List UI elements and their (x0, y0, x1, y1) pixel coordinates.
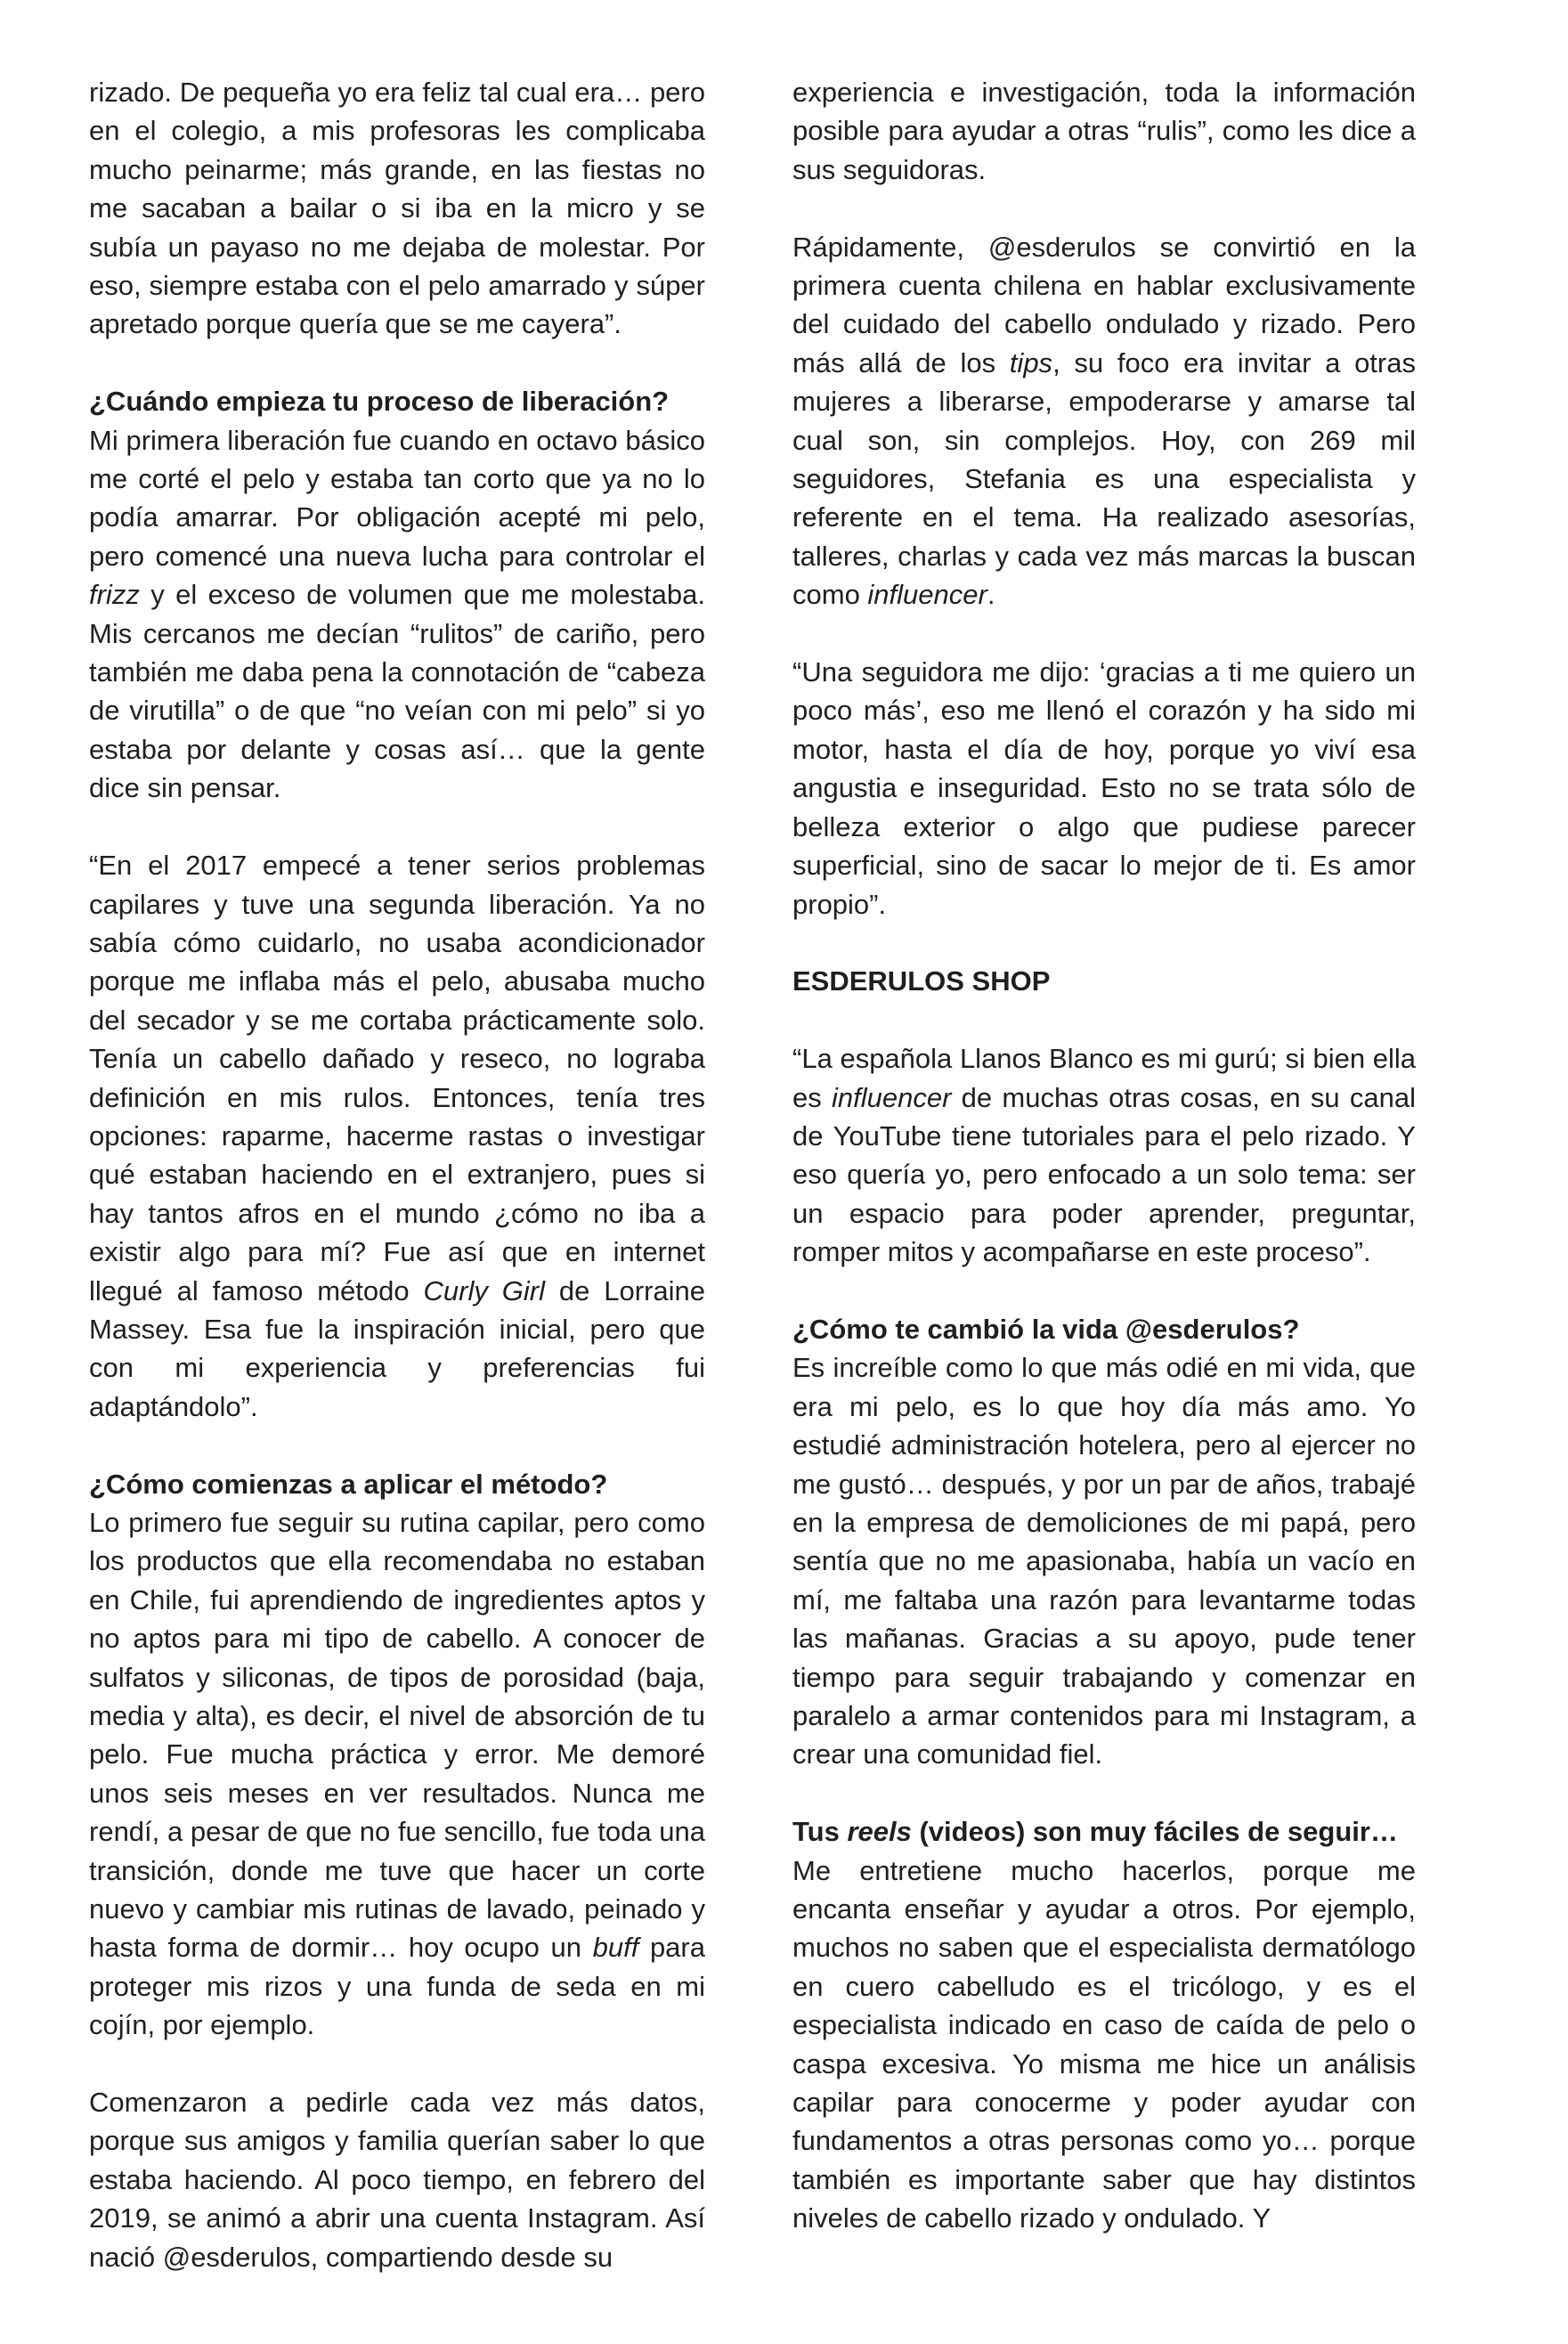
answer-liberation-text-2: y el exceso de volumen que me molestaba. Mis cercanos me decían “rulitos” de cariño, pero también me daba pena la connotación de “cabeza de virutilla” o de que “no veían con mi pelo” si yo estaba por delante y cosas así… que la gente dice sin pensar. (89, 579, 705, 804)
paragraph-first-account-text-3: . (987, 579, 995, 611)
paragraph-2017 (89, 846, 705, 1426)
answer-liberation-text-1: Mi primera liberación fue cuando en octavo básico me corté el pelo y estaba tan corto que ya no lo podía amarrar. Por obligación acepté mi pelo, pero comencé una nueva lucha para controlar el (89, 424, 705, 572)
paragraph-first-account-italic-2: influencer (867, 579, 987, 611)
question-reels-text-2: (videos) son muy fáciles de seguir… (911, 1816, 1398, 1848)
paragraph-first-account-text-1: Rápidamente, @esderulos se convirtió en la primera cuenta chilena en hablar exclusivamente del cuidado del cabello ondulado y rizado. Pero más allá de los (792, 231, 1416, 378)
paragraph-2017-italic: Curly Girl (423, 1274, 545, 1306)
paragraph-guru-italic: influencer (831, 1081, 952, 1113)
answer-method (89, 1503, 705, 2045)
answer-method-text-1: Lo primero fue seguir su rutina capilar, pero como los productos que ella recomendaba no estaban en Chile, fui aprendiendo de ingredientes aptos y no aptos para mi tipo de cabello. A conocer de sulfatos y siliconas, de tipos de porosidad (baja, media y alta), es decir, el nivel de absorción de tu pelo. Fue mucha práctica y error. Me demoré unos seis meses en ver resultados. Nunca me rendí, a pesar de que no fue sencillo, fue toda una transición, donde me tuve que hacer un corte nuevo y cambiar mis rutinas de lavado, peinado y hasta forma de dormir… hoy ocupo un (89, 1506, 705, 1964)
paragraph-guru-text-2: de muchas otras cosas, en su canal de YouTube tiene tutoriales para el pelo rizado. Y eso quería yo, pero enfocado a un solo tema: ser un espacio para poder aprender, preguntar, romper mitos y acompañarse en este proceso”. (792, 1081, 1416, 1268)
question-liberation: ¿Cuándo empieza tu proceso de liberación? (89, 386, 670, 418)
paragraph-childhood: rizado. De pequeña yo era feliz tal cual era… pero en el colegio, a mis profesoras les complicaba mucho peinarme; más grande, en las fiestas no me sacaban a bailar o si iba en la micro y se subía un payaso no me dejaba de molestar. Por eso, siempre estaba con el pelo amarrado y súper apretado porque quería que se me cayera”. (89, 77, 705, 340)
paragraph-first-account-text-2: , su foco era invitar a otras mujeres a liberarse, empoderarse y amarse tal cual son, sin complejos. Hoy, con 269 mil seguidores, Stefania es una especialista y referente en el tema. Ha realizado asesorías, talleres, charlas y cada vez más marcas la buscan como (792, 346, 1416, 611)
answer-life-change: Es increíble como lo que más odié en mi vida, que era mi pelo, es lo que hoy día más amo. Yo estudié administración hotelera, pero al ejercer no me gustó… después, y por un par de años, trabajé en la empresa de demoliciones de mi papá, pero sentía que no me apasionaba, había un vacío en mí, me faltaba una razón para levantarme todas las mañanas. Gracias a su apoyo, pude tener tiempo para seguir trabajando y comenzar en paralelo a armar contenidos para mi Instagram, a crear una comunidad fiel. (792, 1352, 1416, 1770)
paragraph-follower-quote: “Una seguidora me dijo: ‘gracias a ti me quiero un poco más’, eso me llenó el corazón y ha sido mi motor, hasta el día de hoy, porque yo viví esa angustia e inseguridad. Esto no se trata sólo de belleza exterior o algo que pudiese parecer superficial, sino de sacar lo mejor de ti. Es amor propio”. (792, 656, 1416, 920)
question-reels-italic: reels (847, 1816, 912, 1848)
answer-method-text-2: para proteger mis rizos y una funda de seda en mi cojín, por ejemplo. (89, 1932, 705, 2041)
paragraph-guru (792, 1039, 1416, 1271)
answer-method-italic: buff (592, 1932, 639, 1964)
question-method: ¿Cómo comienzas a aplicar el método? (89, 1468, 608, 1500)
question-life-change: ¿Cómo te cambió la vida @esderulos? (792, 1313, 1300, 1345)
section-title-shop: ESDERULOS SHOP (792, 965, 1051, 997)
answer-liberation-italic: frizz (89, 579, 140, 611)
paragraph-experience: experiencia e investigación, toda la información posible para ayudar a otras “rulis”, como les dice a sus seguidoras. (792, 77, 1416, 185)
left-column (89, 73, 705, 2276)
paragraph-2017-text-2: de Lorraine Massey. Esa fue la inspiración inicial, pero que con mi experiencia y preferencias fui adaptándolo”. (89, 1274, 706, 1422)
answer-reels: Me entretiene mucho hacerlos, porque me encanta enseñar y ayudar a otros. Por ejemplo, muchos no saben que el especialista dermatólogo en cuero cabelludo es el tricólogo, y es el especialista indicado en caso de caída de pelo o caspa excesiva. Yo misma me hice un análisis capilar para conocerme y poder ayudar con fundamentos a otras personas como yo… porque también es importante saber que hay distintos niveles de cabello rizado y ondulado. Y (792, 1854, 1416, 2234)
answer-liberation (89, 421, 705, 808)
paragraph-guru-text-1: “La española Llanos Blanco es mi gurú; si bien ella es (792, 1043, 1416, 1113)
paragraph-instagram-start: Comenzaron a pedirle cada vez más datos, porque sus amigos y familia querían saber lo que estaba haciendo. Al poco tiempo, en febrero del 2019, se animó a abrir una cuenta Instagram. Así nació @esderulos, compartiendo desde su (89, 2087, 705, 2273)
question-reels-text-1: Tus (792, 1816, 848, 1848)
question-reels (792, 1812, 1416, 1851)
paragraph-first-account (792, 228, 1416, 614)
right-column (792, 73, 1416, 2238)
paragraph-2017-text-1: “En el 2017 empecé a tener serios problemas capilares y tuve una segunda liberación. Ya no sabía cómo cuidarlo, no usaba acondicionador porque me inflaba más el pelo, abusaba mucho del secador y se me cortaba prácticamente solo. Tenía un cabello dañado y reseco, no lograba definición en mis rulos. Entonces, tenía tres opciones: raparme, hacerme rastas o investigar qué estaban haciendo en el extranjero, pues si hay tantos afros en el mundo ¿cómo no iba a existir algo para mí? Fue así que en internet llegué al famoso método (89, 850, 705, 1306)
paragraph-first-account-italic-1: tips (1009, 346, 1053, 378)
